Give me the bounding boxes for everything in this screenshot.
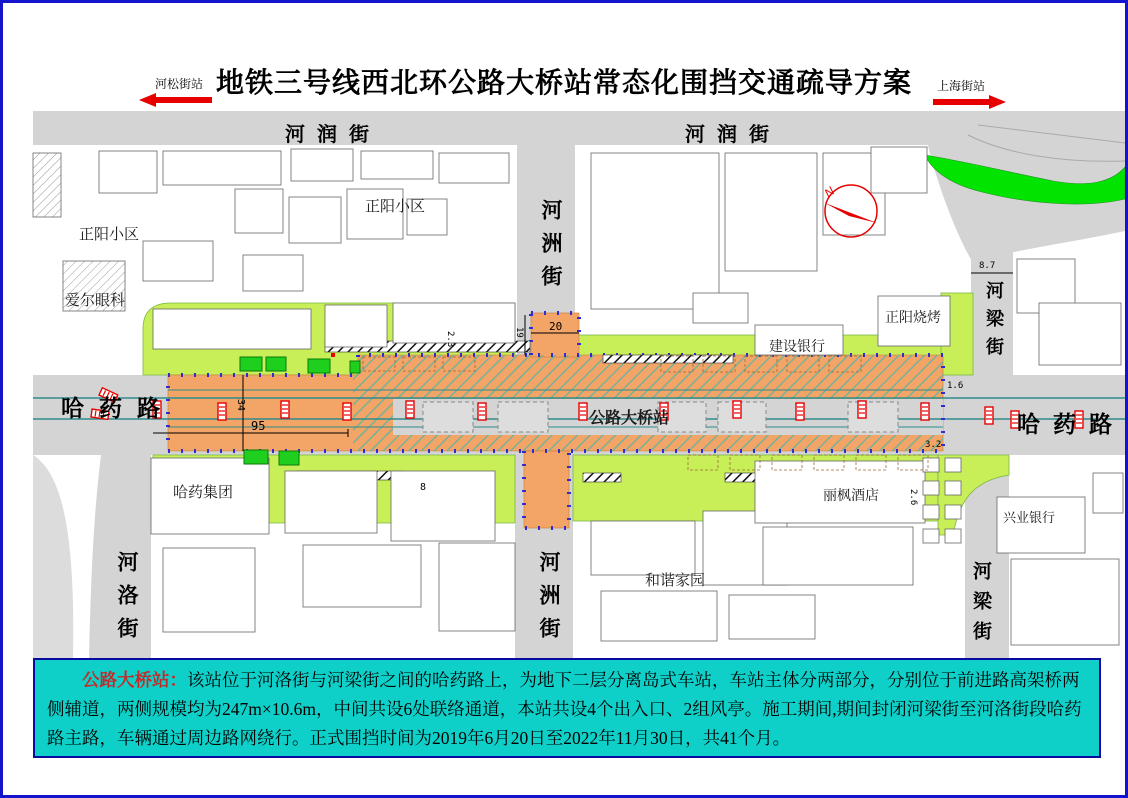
place-zhengyang-bbq: 正阳烧烤 <box>885 309 941 325</box>
place-lifeng-hotel: 丽枫酒店 <box>823 487 879 503</box>
station-label: 公路大桥站 <box>589 410 670 427</box>
street-hayao-east: 哈药路 <box>1017 411 1125 437</box>
dim-8: 8 <box>420 482 427 493</box>
place-aier-eye: 爱尔眼科 <box>65 292 126 309</box>
street-herun-west: 河润街 <box>285 124 381 146</box>
right-station-label: 上海街站 <box>937 79 986 93</box>
place-xingye-bank: 兴业银行 <box>1003 510 1056 525</box>
street-hayao-west: 哈药路 <box>61 395 175 421</box>
description-station-name: 公路大桥站： <box>82 670 187 690</box>
street-heluo: 河洛街 <box>115 551 138 650</box>
place-hexie-jiayuan: 和谐家园 <box>645 572 706 589</box>
dim-8-7: 8.7 <box>979 261 996 271</box>
description-body: 该站位于河洛街与河梁街之间的哈药路上，为地下二层分离岛式车站，车站主体分两部分，分别位于前进路高架桥两侧辅道，两侧规模均为247m×10.6m，中间共设6处联络通道，本站共设4个出入口、2组风亭。施工期间,期间封闭河梁街至河洛街段哈药路主路，车辆通过周边路网绕行。正式围挡时间为2019年6月20日至2022年11月30日，共41个月。 <box>47 670 1082 748</box>
street-herun-east: 河润街 <box>685 124 781 146</box>
street-heliang-north: 河梁街 <box>984 281 1004 365</box>
place-jianshe-bank: 建设银行 <box>769 338 825 354</box>
dim-20: 20 <box>549 320 563 333</box>
dim-95: 95 <box>251 419 266 433</box>
dim-34: 34 <box>235 399 246 412</box>
dim-2-6: 2.6 <box>908 489 918 506</box>
dim-19: 19 <box>514 327 524 338</box>
street-hezhou-north: 河洲街 <box>539 199 562 298</box>
dim-1-6: 1.6 <box>947 381 964 391</box>
street-hezhou-south: 河洲街 <box>537 551 560 650</box>
street-heliang-south: 河梁街 <box>970 561 991 651</box>
dim-2-3: 2.3 <box>445 331 455 348</box>
description-box <box>33 658 1101 758</box>
place-hayao-group: 哈药集团 <box>173 484 234 501</box>
compass-north-label: N <box>821 183 838 201</box>
place-zhengyang-xiaoqu-west: 正阳小区 <box>79 226 140 243</box>
right-arrow-icon <box>933 95 1006 109</box>
left-station-label: 河松街站 <box>155 77 204 91</box>
page-title: 地铁三号线西北环公路大桥站常态化围挡交通疏导方案 <box>215 67 912 98</box>
description-text <box>47 666 1087 753</box>
place-zhengyang-xiaoqu-mid: 正阳小区 <box>365 198 426 215</box>
left-arrow-icon <box>139 93 212 107</box>
dim-3-2: 3.2 <box>925 440 942 450</box>
